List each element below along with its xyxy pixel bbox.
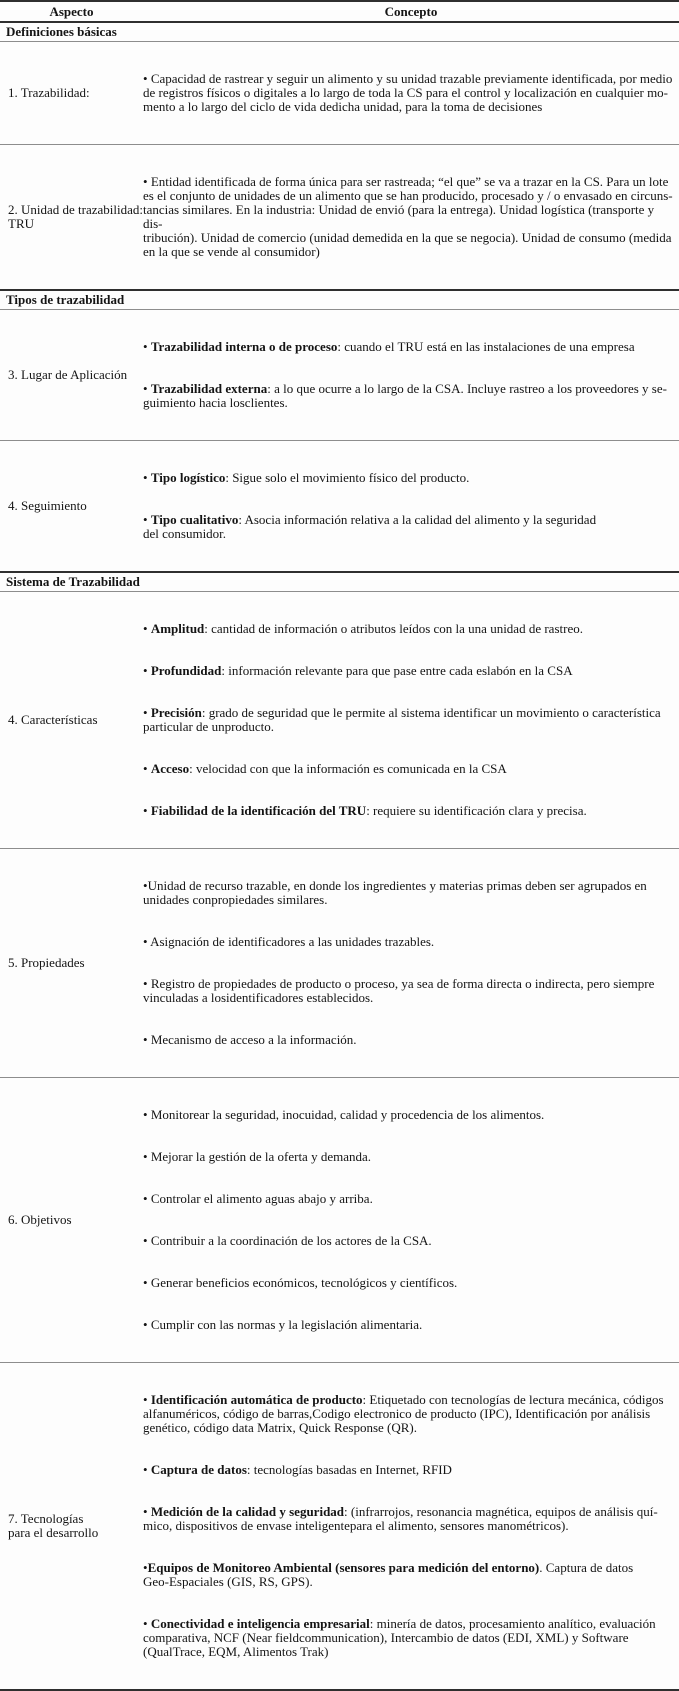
bullet-text: Mejorar la gestión de la oferta y demanda. — [150, 1149, 371, 1164]
bullet-text: : Asocia información relativa a la calidad del alimento y la seguridad del consumidor. — [143, 512, 597, 541]
bullet-marker: • — [143, 71, 151, 86]
bullet-text: Cumplir con las normas y la legislación alimentaria. — [150, 1317, 423, 1332]
concept-cell — [143, 312, 679, 438]
bullet-marker: • — [143, 663, 151, 678]
bullet-text: : cuando el TRU está en las instalaciones de una empresa — [337, 339, 635, 354]
concept-cell — [143, 147, 679, 287]
concept-bullet — [143, 977, 674, 1005]
concept-bullet — [143, 935, 674, 949]
aspect-label: 2. Unidad de trazabilidad: TRU — [8, 202, 144, 231]
bullet-term: Fiabilidad de la identificación del TRU — [150, 803, 367, 818]
aspect-label: 3. Lugar de Aplicación — [8, 367, 128, 382]
concept-bullet — [143, 513, 674, 541]
aspect-label: 7. Tecnologías para el desarrollo — [8, 1511, 99, 1540]
bullet-term: Trazabilidad interna o de proceso — [150, 339, 338, 354]
bullet-text: : información relevante para que pase entre cada eslabón en la CSA — [221, 663, 573, 678]
bullet-marker: • — [143, 705, 151, 720]
bullet-term: Profundidad — [150, 663, 222, 678]
bullet-term: Conectividad e inteligencia empresarial — [150, 1616, 370, 1631]
concept-cell — [143, 1365, 679, 1687]
concept-bullet — [143, 1561, 674, 1589]
bullet-text: : grado de seguridad que le permite al sistema identificar un movimiento o característica particular de unproducto. — [143, 705, 661, 734]
bullet-marker: • — [143, 934, 151, 949]
section-title-definiciones-basicas: Definiciones básicas — [0, 21, 679, 41]
bullet-marker: • — [143, 803, 151, 818]
concept-bullet — [143, 1505, 674, 1533]
bullet-text: : tecnologías basadas en Internet, RFID — [246, 1462, 452, 1477]
bullet-marker: • — [143, 1504, 151, 1519]
concept-bullet — [143, 1318, 674, 1332]
bullet-text: . Captura de datos Geo-Espaciales (GIS, RS, GPS). — [143, 1560, 634, 1589]
bullet-text: Entidad identificada de forma única para ser rastreada; “el que” se va a trazar en la CS. Para un lote es el conjunto de unidades de un alimento que se han producido, procesado y / o envasado en circuns- tancias similares. En la industria: Unidad de envió (para la entrega). Unidad logística (transporte y dis- tribución). Unidad de comercio (unidad demedida en la que se negocia). Unidad de consumo (medida en la que se vende al consumidor) — [143, 174, 673, 259]
bullet-marker: • — [143, 1191, 151, 1206]
concept-bullet — [143, 1150, 674, 1164]
bullet-marker: • — [143, 1616, 151, 1631]
concept-bullet — [143, 1192, 674, 1206]
bullet-text: : minería de datos, procesamiento analítico, evaluación comparativa, NCF (Near fieldcommunication), Intercambio de datos (EDI, XML) y Software (QualTrace, EQM, Alimentos Trak) — [143, 1616, 656, 1659]
concept-bullet — [143, 622, 674, 636]
bullet-term: Identificación automática de producto — [150, 1392, 363, 1407]
bullet-marker: • — [143, 1233, 151, 1248]
concept-bullet — [143, 1617, 674, 1659]
table-row-objetivos — [0, 1077, 679, 1362]
bullet-marker: • — [143, 1317, 151, 1332]
bullet-text: Contribuir a la coordinación de los actores de la CSA. — [150, 1233, 432, 1248]
concept-cell — [143, 851, 679, 1075]
concept-bullet — [143, 762, 674, 776]
concept-bullet — [143, 1234, 674, 1248]
concept-cell — [143, 594, 679, 846]
bullet-term: Medición de la calidad y seguridad — [150, 1504, 345, 1519]
bullet-marker: • — [143, 976, 151, 991]
concept-bullet — [143, 1393, 674, 1435]
bullet-text: : Sigue solo el movimiento físico del producto. — [225, 470, 470, 485]
bullet-text: Unidad de recurso trazable, en donde los ingredientes y materias primas deben ser agrupados en unidades conpropiedades similares. — [143, 878, 647, 907]
bullet-text: Registro de propiedades de producto o proceso, ya sea de forma directa o indirecta, pero siempre vinculadas a losidentificadores establecidos. — [143, 976, 655, 1005]
bullet-marker: • — [143, 381, 151, 396]
bullet-marker: • — [143, 1149, 151, 1164]
aspect-label: 1. Trazabilidad: — [8, 85, 90, 100]
bullet-term: Captura de datos — [150, 1462, 247, 1477]
table-row-lugar-de-aplicacion — [0, 309, 679, 440]
table-row-seguimiento — [0, 440, 679, 571]
section-title-sistema-de-trazabilidad: Sistema de Trazabilidad — [0, 571, 679, 591]
aspect-label: 5. Propiedades — [8, 955, 85, 970]
section-title-tipos-de-trazabilidad: Tipos de trazabilidad — [0, 289, 679, 309]
bullet-term: Acceso — [150, 761, 190, 776]
bullet-text: : velocidad con que la información es comunicada en la CSA — [189, 761, 507, 776]
bullet-term: Amplitud — [150, 621, 205, 636]
concept-cell — [143, 44, 679, 142]
bullet-text: : a lo que ocurre a lo largo de la CSA. Incluye rastreo a los proveedores y se- guimiento hacia losclientes. — [143, 381, 667, 410]
bullet-marker: • — [143, 1392, 151, 1407]
bullet-marker: • — [143, 470, 151, 485]
concept-cell — [143, 1080, 679, 1360]
concept-bullet — [143, 1033, 674, 1047]
bullet-marker: • — [143, 339, 151, 354]
concept-bullet — [143, 804, 674, 818]
table-row-trazabilidad — [0, 41, 679, 144]
bullet-term: Trazabilidad externa — [150, 381, 268, 396]
table-row-caracteristicas — [0, 591, 679, 848]
concept-bullet — [143, 175, 674, 259]
aspect-label: 4. Seguimiento — [8, 498, 87, 513]
bullet-text: : cantidad de información o atributos leídos con la una unidad de rastreo. — [204, 621, 583, 636]
bullet-marker: • — [143, 512, 151, 527]
bullet-text: : requiere su identificación clara y precisa. — [366, 803, 587, 818]
bullet-term: Tipo logístico — [150, 470, 226, 485]
bullet-text: Asignación de identificadores a las unidades trazables. — [150, 934, 435, 949]
concept-cell — [143, 443, 679, 569]
bullet-marker: • — [143, 1032, 151, 1047]
concept-bullet — [143, 706, 674, 734]
column-header-concepto: Concepto — [384, 4, 438, 19]
concept-bullet — [143, 72, 674, 114]
concept-bullet — [143, 1108, 674, 1122]
concept-bullet — [143, 340, 674, 354]
concept-bullet — [143, 664, 674, 678]
bullet-text: : (infrarrojos, resonancia magnética, equipos de análisis quí- mico, dispositivos de envase inteligentepara el alimento, sensores manométricos). — [143, 1504, 658, 1533]
aspect-label: 6. Objetivos — [8, 1212, 72, 1227]
table-row-tecnologias — [0, 1362, 679, 1689]
bullet-term: Equipos de Monitoreo Ambiental (sensores para medición del entorno) — [147, 1560, 540, 1575]
bullet-marker: • — [143, 1462, 151, 1477]
table-row-propiedades — [0, 848, 679, 1077]
bullet-marker: • — [143, 761, 151, 776]
bullet-marker: • — [143, 878, 148, 893]
concept-bullet — [143, 879, 674, 907]
bullet-text: Monitorear la seguridad, inocuidad, calidad y procedencia de los alimentos. — [150, 1107, 545, 1122]
bullet-marker: • — [143, 1560, 148, 1575]
bullet-marker: • — [143, 1275, 151, 1290]
bullet-text: Generar beneficios económicos, tecnológicos y científicos. — [150, 1275, 458, 1290]
concept-bullet — [143, 1463, 674, 1477]
column-header-aspecto: Aspecto — [49, 4, 94, 19]
bullet-text: Capacidad de rastrear y seguir un alimento y su unidad trazable previamente identificada, por medio de registros físicos o digitales a lo largo de toda la CS para el control y localización en cualquier mo- mento a lo largo del ciclo de vida dedicha unidad, para la toma de decisiones — [143, 71, 673, 114]
concept-bullet — [143, 471, 674, 485]
bullet-marker: • — [143, 621, 151, 636]
concept-bullet — [143, 1276, 674, 1290]
bullet-marker: • — [143, 1107, 151, 1122]
bullet-text: Mecanismo de acceso a la información. — [150, 1032, 357, 1047]
bullet-marker: • — [143, 174, 151, 189]
table-header-row — [0, 2, 679, 21]
aspect-label: 4. Características — [8, 712, 98, 727]
bullet-text: Controlar el alimento aguas abajo y arriba. — [150, 1191, 373, 1206]
bullet-term: Precisión — [150, 705, 202, 720]
bullet-text: : Etiquetado con tecnologías de lectura mecánica, códigos alfanuméricos, código de barras,Codigo electronico de producto (IPC), Identificación por análisis genético, código data Matrix, Quick Response (QR). — [143, 1392, 664, 1435]
table-row-unidad-de-trazabilidad — [0, 144, 679, 289]
bullet-term: Tipo cualitativo — [150, 512, 239, 527]
concept-bullet — [143, 382, 674, 410]
